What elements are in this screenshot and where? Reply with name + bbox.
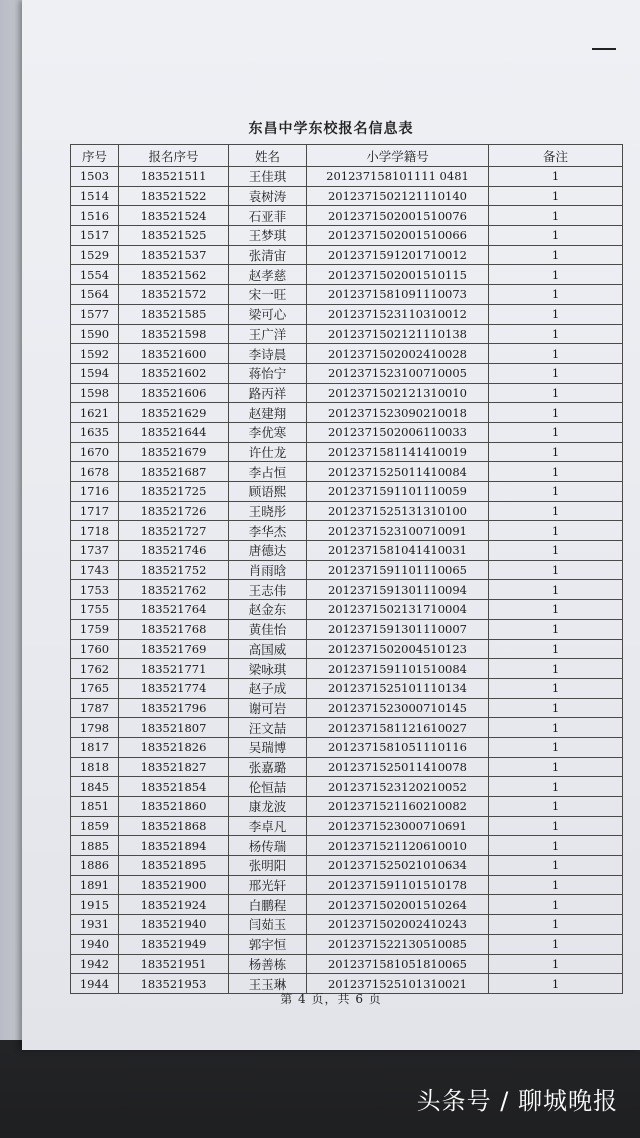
cell-seq: 1760 — [71, 639, 119, 659]
cell-reg-no: 183521764 — [119, 600, 229, 620]
table-row — [71, 737, 623, 757]
cell-name: 杨传瑞 — [229, 836, 307, 856]
cell-seq: 1859 — [71, 816, 119, 836]
cell-seq: 1798 — [71, 718, 119, 738]
cell-student-id: 2012371523000710145 — [307, 698, 489, 718]
table-row — [71, 383, 623, 403]
cell-student-id: 2012371581091110073 — [307, 285, 489, 305]
cell-reg-no: 183521953 — [119, 974, 229, 994]
cell-seq: 1514 — [71, 186, 119, 206]
page-corner-mark — [592, 48, 616, 50]
header-note: 备注 — [489, 145, 623, 167]
cell-reg-no: 183521725 — [119, 482, 229, 502]
page-footer: 第 4 页，共 6 页 — [280, 992, 382, 1006]
cell-seq: 1577 — [71, 304, 119, 324]
table-row — [71, 403, 623, 423]
table-row — [71, 482, 623, 502]
table-row — [71, 442, 623, 462]
table-row — [71, 718, 623, 738]
cell-student-id: 2012371591101110059 — [307, 482, 489, 502]
cell-student-id: 2012371502131710004 — [307, 600, 489, 620]
cell-note: 1 — [489, 915, 623, 935]
cell-name: 袁树涛 — [229, 186, 307, 206]
cell-name: 赵建翔 — [229, 403, 307, 423]
cell-note: 1 — [489, 226, 623, 246]
cell-student-id: 2012371502001510115 — [307, 265, 489, 285]
table-row — [71, 698, 623, 718]
cell-reg-no: 183521900 — [119, 875, 229, 895]
table-row — [71, 285, 623, 305]
cell-student-id: 2012371502001510264 — [307, 895, 489, 915]
cell-student-id: 2012371591101110065 — [307, 560, 489, 580]
cell-reg-no: 183521894 — [119, 836, 229, 856]
cell-reg-no: 183521598 — [119, 324, 229, 344]
cell-student-id: 2012371521120610010 — [307, 836, 489, 856]
cell-reg-no: 183521924 — [119, 895, 229, 915]
cell-student-id: 2012371522130510085 — [307, 934, 489, 954]
cell-note: 1 — [489, 580, 623, 600]
cell-note: 1 — [489, 600, 623, 620]
cell-student-id: 2012371591101510084 — [307, 659, 489, 679]
cell-note: 1 — [489, 344, 623, 364]
table-row — [71, 619, 623, 639]
cell-seq: 1592 — [71, 344, 119, 364]
cell-seq: 1564 — [71, 285, 119, 305]
cell-reg-no: 183521860 — [119, 797, 229, 817]
cell-note: 1 — [489, 285, 623, 305]
cell-student-id: 2012371525021010634 — [307, 856, 489, 876]
table-row — [71, 265, 623, 285]
cell-reg-no: 183521854 — [119, 777, 229, 797]
cell-seq: 1743 — [71, 560, 119, 580]
document-page — [22, 0, 640, 1050]
cell-reg-no: 183521537 — [119, 245, 229, 265]
cell-seq: 1885 — [71, 836, 119, 856]
table-row — [71, 659, 623, 679]
table-body — [71, 167, 623, 994]
table-row — [71, 186, 623, 206]
cell-seq: 1503 — [71, 167, 119, 187]
cell-name: 白鹏程 — [229, 895, 307, 915]
cell-note: 1 — [489, 875, 623, 895]
cell-note: 1 — [489, 383, 623, 403]
cell-student-id: 2012371591301110094 — [307, 580, 489, 600]
cell-seq: 1886 — [71, 856, 119, 876]
cell-seq: 1851 — [71, 797, 119, 817]
table-row — [71, 954, 623, 974]
cell-student-id: 2012371502121110138 — [307, 324, 489, 344]
cell-reg-no: 183521771 — [119, 659, 229, 679]
cell-reg-no: 183521606 — [119, 383, 229, 403]
cell-name: 赵孝慈 — [229, 265, 307, 285]
cell-reg-no: 183521951 — [119, 954, 229, 974]
cell-student-id: 2012371502002410028 — [307, 344, 489, 364]
cell-name: 闫茹玉 — [229, 915, 307, 935]
cell-name: 肖雨晗 — [229, 560, 307, 580]
cell-student-id: 2012371502121110140 — [307, 186, 489, 206]
table-row — [71, 934, 623, 954]
cell-note: 1 — [489, 501, 623, 521]
cell-name: 王佳琪 — [229, 167, 307, 187]
cell-student-id: 2012371581051110116 — [307, 737, 489, 757]
cell-name: 吴瑞博 — [229, 737, 307, 757]
cell-name: 王玉琳 — [229, 974, 307, 994]
cell-name: 张嘉璐 — [229, 757, 307, 777]
cell-reg-no: 183521895 — [119, 856, 229, 876]
cell-student-id: 2012371525131310100 — [307, 501, 489, 521]
cell-reg-no: 183521525 — [119, 226, 229, 246]
table-row — [71, 777, 623, 797]
cell-student-id: 2012371523100710091 — [307, 521, 489, 541]
cell-note: 1 — [489, 659, 623, 679]
cell-note: 1 — [489, 304, 623, 324]
cell-name: 梁可心 — [229, 304, 307, 324]
table-header-row — [71, 145, 623, 167]
cell-name: 王志伟 — [229, 580, 307, 600]
cell-note: 1 — [489, 698, 623, 718]
cell-name: 石亚菲 — [229, 206, 307, 226]
cell-reg-no: 183521602 — [119, 363, 229, 383]
table-row — [71, 875, 623, 895]
cell-note: 1 — [489, 934, 623, 954]
cell-student-id: 2012371502002410243 — [307, 915, 489, 935]
cell-note: 1 — [489, 797, 623, 817]
cell-reg-no: 183521762 — [119, 580, 229, 600]
document-title: 东昌中学东校报名信息表 — [248, 121, 414, 137]
cell-reg-no: 183521511 — [119, 167, 229, 187]
table-row — [71, 462, 623, 482]
cell-reg-no: 183521768 — [119, 619, 229, 639]
cell-note: 1 — [489, 816, 623, 836]
cell-note: 1 — [489, 974, 623, 994]
cell-reg-no: 183521562 — [119, 265, 229, 285]
watermark-text: 头条号 / 聊城晚报 — [416, 1087, 618, 1115]
cell-note: 1 — [489, 363, 623, 383]
cell-note: 1 — [489, 737, 623, 757]
cell-seq: 1765 — [71, 678, 119, 698]
table-row — [71, 836, 623, 856]
cell-reg-no: 183521769 — [119, 639, 229, 659]
header-reg-no: 报名序号 — [119, 145, 229, 167]
cell-seq: 1755 — [71, 600, 119, 620]
cell-reg-no: 183521727 — [119, 521, 229, 541]
cell-name: 宋一旺 — [229, 285, 307, 305]
cell-name: 王广洋 — [229, 324, 307, 344]
cell-note: 1 — [489, 482, 623, 502]
cell-student-id: 2012371502001510066 — [307, 226, 489, 246]
cell-seq: 1817 — [71, 737, 119, 757]
header-name: 姓名 — [229, 145, 307, 167]
cell-note: 1 — [489, 639, 623, 659]
cell-note: 1 — [489, 265, 623, 285]
cell-note: 1 — [489, 462, 623, 482]
cell-note: 1 — [489, 442, 623, 462]
table-row — [71, 541, 623, 561]
cell-student-id: 2012371591201710012 — [307, 245, 489, 265]
cell-note: 1 — [489, 678, 623, 698]
cell-seq: 1516 — [71, 206, 119, 226]
cell-reg-no: 183521746 — [119, 541, 229, 561]
table-row — [71, 324, 623, 344]
cell-note: 1 — [489, 186, 623, 206]
cell-seq: 1940 — [71, 934, 119, 954]
cell-note: 1 — [489, 206, 623, 226]
cell-student-id: 2012371521160210082 — [307, 797, 489, 817]
cell-student-id: 2012371581041410031 — [307, 541, 489, 561]
cell-seq: 1517 — [71, 226, 119, 246]
cell-seq: 1678 — [71, 462, 119, 482]
cell-student-id: 2012371525011410084 — [307, 462, 489, 482]
cell-seq: 1598 — [71, 383, 119, 403]
cell-name: 郭宇恒 — [229, 934, 307, 954]
cell-name: 李占恒 — [229, 462, 307, 482]
cell-note: 1 — [489, 541, 623, 561]
cell-seq: 1787 — [71, 698, 119, 718]
table-row — [71, 501, 623, 521]
cell-note: 1 — [489, 521, 623, 541]
table-row — [71, 915, 623, 935]
cell-name: 康龙波 — [229, 797, 307, 817]
cell-name: 赵金东 — [229, 600, 307, 620]
cell-reg-no: 183521807 — [119, 718, 229, 738]
table-row — [71, 580, 623, 600]
cell-name: 张清宙 — [229, 245, 307, 265]
cell-name: 李华杰 — [229, 521, 307, 541]
cell-student-id: 201237158101111 0481 — [307, 167, 489, 187]
cell-student-id: 2012371502004510123 — [307, 639, 489, 659]
cell-note: 1 — [489, 167, 623, 187]
table-row — [71, 816, 623, 836]
cell-note: 1 — [489, 422, 623, 442]
table-row — [71, 639, 623, 659]
cell-student-id: 2012371523090210018 — [307, 403, 489, 423]
cell-student-id: 2012371525101310021 — [307, 974, 489, 994]
cell-student-id: 2012371523000710691 — [307, 816, 489, 836]
table-row — [71, 856, 623, 876]
cell-student-id: 2012371502006110033 — [307, 422, 489, 442]
cell-name: 李诗晨 — [229, 344, 307, 364]
cell-seq: 1670 — [71, 442, 119, 462]
cell-reg-no: 183521827 — [119, 757, 229, 777]
cell-seq: 1590 — [71, 324, 119, 344]
cell-seq: 1915 — [71, 895, 119, 915]
cell-note: 1 — [489, 560, 623, 580]
cell-name: 王晓彤 — [229, 501, 307, 521]
cell-name: 伦恒喆 — [229, 777, 307, 797]
cell-seq: 1594 — [71, 363, 119, 383]
cell-reg-no: 183521949 — [119, 934, 229, 954]
cell-reg-no: 183521726 — [119, 501, 229, 521]
cell-student-id: 2012371581051810065 — [307, 954, 489, 974]
table-row — [71, 206, 623, 226]
table-row — [71, 521, 623, 541]
table-row — [71, 895, 623, 915]
cell-note: 1 — [489, 856, 623, 876]
cell-seq: 1931 — [71, 915, 119, 935]
cell-name: 谢可岩 — [229, 698, 307, 718]
cell-seq: 1818 — [71, 757, 119, 777]
cell-name: 赵子成 — [229, 678, 307, 698]
cell-reg-no: 183521679 — [119, 442, 229, 462]
table-row — [71, 678, 623, 698]
cell-name: 唐德达 — [229, 541, 307, 561]
cell-seq: 1942 — [71, 954, 119, 974]
cell-note: 1 — [489, 324, 623, 344]
cell-seq: 1762 — [71, 659, 119, 679]
cell-reg-no: 183521687 — [119, 462, 229, 482]
cell-reg-no: 183521868 — [119, 816, 229, 836]
cell-name: 高国威 — [229, 639, 307, 659]
cell-note: 1 — [489, 718, 623, 738]
cell-name: 李优寒 — [229, 422, 307, 442]
cell-student-id: 2012371525101110134 — [307, 678, 489, 698]
cell-reg-no: 183521796 — [119, 698, 229, 718]
header-seq: 序号 — [71, 145, 119, 167]
cell-seq: 1759 — [71, 619, 119, 639]
cell-reg-no: 183521524 — [119, 206, 229, 226]
cell-note: 1 — [489, 836, 623, 856]
cell-reg-no: 183521629 — [119, 403, 229, 423]
cell-name: 黄佳怡 — [229, 619, 307, 639]
table-row — [71, 363, 623, 383]
cell-seq: 1716 — [71, 482, 119, 502]
cell-seq: 1845 — [71, 777, 119, 797]
table-row — [71, 245, 623, 265]
table-row — [71, 344, 623, 364]
cell-name: 汪文喆 — [229, 718, 307, 738]
registration-table — [70, 144, 623, 994]
cell-name: 张明阳 — [229, 856, 307, 876]
cell-seq: 1718 — [71, 521, 119, 541]
cell-note: 1 — [489, 757, 623, 777]
cell-note: 1 — [489, 619, 623, 639]
table-row — [71, 757, 623, 777]
cell-seq: 1944 — [71, 974, 119, 994]
cell-seq: 1554 — [71, 265, 119, 285]
cell-seq: 1529 — [71, 245, 119, 265]
cell-reg-no: 183521940 — [119, 915, 229, 935]
table-row — [71, 560, 623, 580]
cell-note: 1 — [489, 895, 623, 915]
cell-student-id: 2012371581121610027 — [307, 718, 489, 738]
cell-seq: 1737 — [71, 541, 119, 561]
cell-name: 梁咏琪 — [229, 659, 307, 679]
cell-name: 王梦琪 — [229, 226, 307, 246]
cell-reg-no: 183521572 — [119, 285, 229, 305]
cell-note: 1 — [489, 954, 623, 974]
cell-name: 蒋怡宁 — [229, 363, 307, 383]
cell-name: 顾语熙 — [229, 482, 307, 502]
cell-note: 1 — [489, 245, 623, 265]
cell-note: 1 — [489, 777, 623, 797]
cell-name: 路丙祥 — [229, 383, 307, 403]
cell-seq: 1753 — [71, 580, 119, 600]
cell-student-id: 2012371591101510178 — [307, 875, 489, 895]
cell-reg-no: 183521826 — [119, 737, 229, 757]
cell-name: 邢光轩 — [229, 875, 307, 895]
table-row — [71, 304, 623, 324]
cell-reg-no: 183521774 — [119, 678, 229, 698]
cell-seq: 1717 — [71, 501, 119, 521]
table-row — [71, 422, 623, 442]
table-row — [71, 226, 623, 246]
table-row — [71, 797, 623, 817]
cell-student-id: 2012371523120210052 — [307, 777, 489, 797]
cell-student-id: 2012371502001510076 — [307, 206, 489, 226]
cell-name: 李卓凡 — [229, 816, 307, 836]
cell-student-id: 2012371523110310012 — [307, 304, 489, 324]
cell-student-id: 2012371581141410019 — [307, 442, 489, 462]
cell-seq: 1635 — [71, 422, 119, 442]
table-row — [71, 600, 623, 620]
table-row — [71, 167, 623, 187]
cell-reg-no: 183521585 — [119, 304, 229, 324]
cell-name: 杨善栋 — [229, 954, 307, 974]
cell-seq: 1621 — [71, 403, 119, 423]
cell-student-id: 2012371525011410078 — [307, 757, 489, 777]
header-student-id: 小学学籍号 — [307, 145, 489, 167]
cell-reg-no: 183521600 — [119, 344, 229, 364]
cell-student-id: 2012371502121310010 — [307, 383, 489, 403]
cell-note: 1 — [489, 403, 623, 423]
cell-reg-no: 183521644 — [119, 422, 229, 442]
cell-name: 许仕龙 — [229, 442, 307, 462]
cell-student-id: 2012371523100710005 — [307, 363, 489, 383]
cell-seq: 1891 — [71, 875, 119, 895]
cell-reg-no: 183521752 — [119, 560, 229, 580]
cell-student-id: 2012371591301110007 — [307, 619, 489, 639]
cell-reg-no: 183521522 — [119, 186, 229, 206]
